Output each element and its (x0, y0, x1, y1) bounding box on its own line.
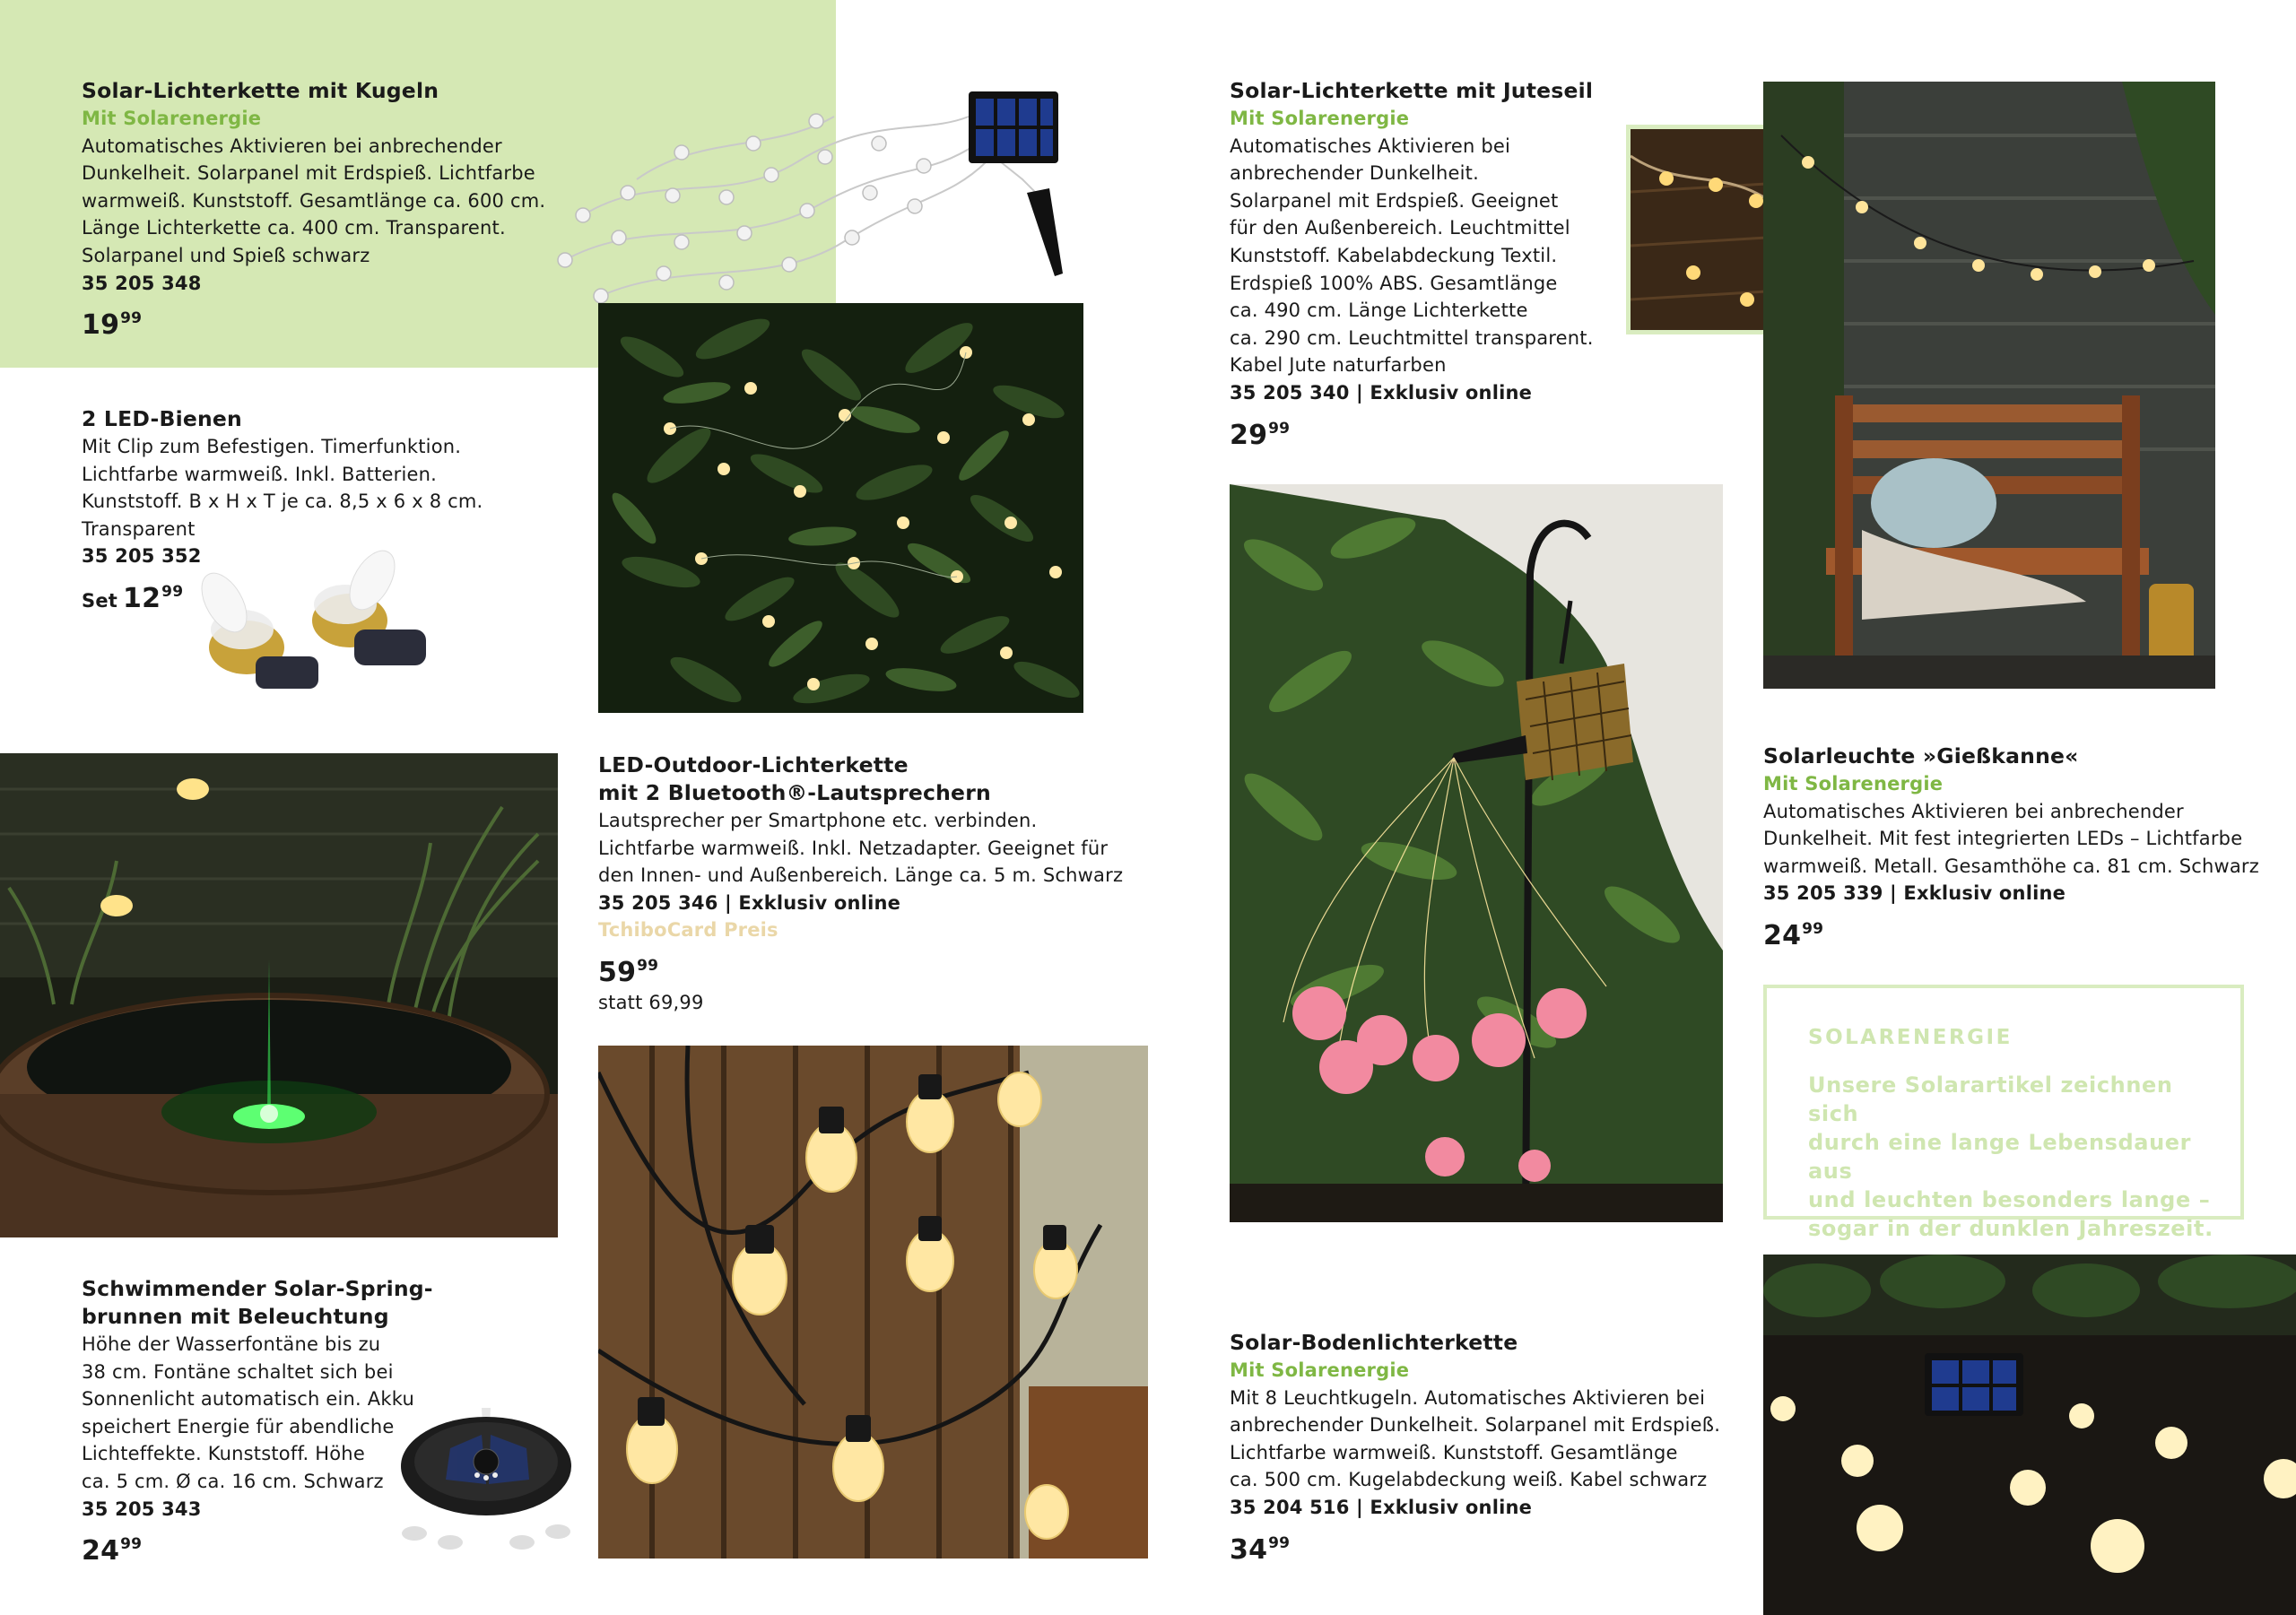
old-price: statt 69,99 (598, 991, 704, 1013)
price-cents: 99 (120, 1535, 143, 1554)
product-price (82, 1528, 433, 1567)
product-title: 2 LED-Bienen (82, 406, 242, 431)
product-price (82, 302, 545, 342)
price-cents: 99 (637, 956, 659, 975)
product-floating-fountain (82, 1275, 433, 1567)
price-main: 19 (82, 309, 120, 342)
price-main: 59 (598, 956, 637, 988)
product-description: Mit 8 Leuchtkugeln. Automatisches Aktivieren bei anbrechender Dunkelheit. Solarpanel mit Erdspieß. Lichtfarbe warmweiß. Kunststoff. Gesamtlänge ca. 500 cm. Kugelabdeckung weiß. Kabel schwarz (1230, 1386, 1721, 1491)
product-ground-string (1230, 1329, 1720, 1567)
ground-lights-photo (1763, 1255, 2296, 1615)
jute-string-inset-photo (1626, 125, 1786, 334)
product-description: Mit Clip zum Befestigen. Timerfunktion. Lichtfarbe warmweiß. Inkl. Batterien. Kunststoff. B x H x T je ca. 8,5 x 6 x 8 cm. Transparent (82, 436, 483, 540)
product-title: Solarleuchte »Gießkanne« (1763, 743, 2079, 768)
product-description: Automatisches Aktivieren bei anbrechender Dunkelheit. Solarpanel mit Erdspieß. Geeignet für den Außenbereich. Leuchtmittel Kunststoff. Kabelabdeckung Textil. Erdspieß 100% ABS. Gesamtlänge ca. 490 cm. Länge Lichterkette ca. 290 cm. Leuchtmittel transparent. Kabel Jute naturfarben (1230, 135, 1594, 377)
festoon-lights-photo (598, 1046, 1148, 1559)
product-subtitle: Mit Solarenergie (82, 108, 262, 129)
product-price (1230, 1527, 1720, 1567)
price-cents: 99 (1268, 419, 1291, 438)
product-solar-ball-string (82, 77, 545, 342)
info-box-heading: SOLARENERGIE (1808, 1026, 2013, 1049)
watering-can-photo (1230, 484, 1723, 1222)
product-title: LED-Outdoor-Lichterkette mit 2 Bluetooth®-Lautsprechern (598, 752, 991, 805)
article-number: 35 205 340 | Exklusiv online (1230, 381, 1533, 404)
product-title: Schwimmender Solar-Spring- brunnen mit Beleuchtung (82, 1276, 433, 1329)
price-cents: 99 (120, 309, 143, 328)
price-cents: 99 (1802, 919, 1824, 938)
price-main: 34 (1230, 1533, 1268, 1566)
product-title: Solar-Bodenlichterkette (1230, 1330, 1518, 1355)
product-price (82, 576, 483, 617)
product-title: Solar-Lichterkette mit Kugeln (82, 78, 439, 103)
price-main: 24 (1763, 919, 1802, 951)
article-number: 35 204 516 | Exklusiv online (1230, 1496, 1533, 1518)
fountain-barrel-photo (0, 753, 558, 1237)
product-price (1230, 412, 1594, 452)
product-title: Solar-Lichterkette mit Juteseil (1230, 78, 1594, 103)
bench-terrace-photo (1763, 82, 2215, 689)
product-watering-can-light (1763, 742, 2259, 952)
product-description: Lautsprecher per Smartphone etc. verbinden. Lichtfarbe warmweiß. Inkl. Netzadapter. Geeignet für den Innen- und Außenbereich. Länge ca. 5 m. Schwarz (598, 810, 1124, 887)
price-prefix: Set (82, 589, 118, 612)
article-number: 35 205 339 | Exklusiv online (1763, 882, 2066, 905)
price-cents: 99 (1268, 1533, 1291, 1552)
price-main: 29 (1230, 419, 1268, 451)
article-number: 35 205 352 (82, 545, 202, 568)
product-subtitle: Mit Solarenergie (1763, 773, 1944, 794)
solarenergie-info-box (1763, 985, 2244, 1241)
article-number: 35 205 343 (82, 1498, 202, 1520)
price-cents: 99 (161, 582, 184, 601)
product-description: Höhe der Wasserfontäne bis zu 38 cm. Fontäne schaltet sich bei Sonnenlicht automatisch ein. Akku speichert Energie für abendliche Lichteffekte. Kunststoff. Höhe ca. 5 cm. Ø ca. 16 cm. Schwarz (82, 1333, 414, 1492)
price-main: 12 (123, 582, 161, 614)
info-box-text: Unsere Solarartikel zeichnen sich durch eine lange Lebensdauer aus und leuchten besonders lange – sogar in der dunklen Jahreszeit. (1808, 1072, 2213, 1241)
product-price (1763, 913, 2259, 952)
article-number: 35 205 346 | Exklusiv online (598, 891, 901, 914)
solar-ball-string-cutout (547, 81, 1076, 323)
bush-lights-photo (598, 303, 1083, 713)
product-subtitle: Mit Solarenergie (1230, 1359, 1410, 1381)
product-subtitle: Mit Solarenergie (1230, 108, 1410, 129)
product-description: Automatisches Aktivieren bei anbrechender Dunkelheit. Solarpanel mit Erdspieß. Lichtfarbe warmweiß. Kunststoff. Gesamtlänge ca. 600 cm. Länge Lichterkette ca. 400 cm. Transparent. Solarpanel und Spieß schwarz (82, 135, 546, 266)
price-main: 24 (82, 1535, 120, 1567)
tchibocard-price-label: TchiboCard Preis (598, 919, 778, 942)
product-jute-string (1230, 77, 1594, 452)
article-number: 35 205 348 (82, 272, 202, 294)
product-led-bees (82, 405, 483, 617)
product-description: Automatisches Aktivieren bei anbrechender Dunkelheit. Mit fest integrierten LEDs – Lichtfarbe warmweiß. Metall. Gesamthöhe ca. 81 cm. Schwarz (1763, 800, 2259, 877)
product-price (598, 950, 1123, 989)
product-outdoor-string-bluetooth (598, 751, 1123, 1016)
